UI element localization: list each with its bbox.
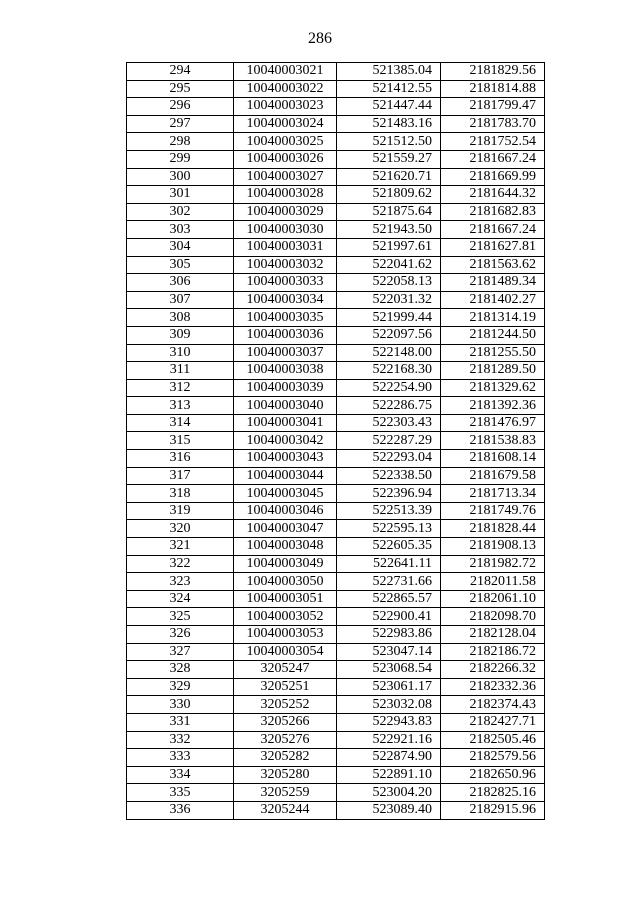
point-number-cell: 331 bbox=[127, 713, 234, 731]
point-code-cell: 10040003039 bbox=[234, 379, 337, 397]
point-code-cell: 3205259 bbox=[234, 784, 337, 802]
x-coordinate-cell: 522943.83 bbox=[337, 713, 441, 731]
page-number: 286 bbox=[308, 30, 332, 47]
point-code-cell: 10040003044 bbox=[234, 467, 337, 485]
y-coordinate-cell: 2181799.47 bbox=[441, 98, 545, 116]
table-row bbox=[127, 326, 545, 344]
y-coordinate-cell: 2182061.10 bbox=[441, 590, 545, 608]
table-row bbox=[127, 256, 545, 274]
point-code-cell: 10040003024 bbox=[234, 115, 337, 133]
x-coordinate-cell: 522303.43 bbox=[337, 414, 441, 432]
y-coordinate-cell: 2181829.56 bbox=[441, 63, 545, 81]
point-code-cell: 3205247 bbox=[234, 661, 337, 679]
point-number-cell: 316 bbox=[127, 450, 234, 468]
point-number-cell: 309 bbox=[127, 326, 234, 344]
y-coordinate-cell: 2182825.16 bbox=[441, 784, 545, 802]
y-coordinate-cell: 2181713.34 bbox=[441, 485, 545, 503]
x-coordinate-cell: 522891.10 bbox=[337, 766, 441, 784]
point-code-cell: 10040003042 bbox=[234, 432, 337, 450]
table-row bbox=[127, 344, 545, 362]
y-coordinate-cell: 2181608.14 bbox=[441, 450, 545, 468]
point-code-cell: 10040003041 bbox=[234, 414, 337, 432]
point-number-cell: 295 bbox=[127, 80, 234, 98]
x-coordinate-cell: 523068.54 bbox=[337, 661, 441, 679]
point-number-cell: 329 bbox=[127, 678, 234, 696]
table-row bbox=[127, 221, 545, 239]
point-number-cell: 313 bbox=[127, 397, 234, 415]
coordinates-table bbox=[126, 62, 545, 820]
point-number-cell: 315 bbox=[127, 432, 234, 450]
x-coordinate-cell: 521447.44 bbox=[337, 98, 441, 116]
point-number-cell: 317 bbox=[127, 467, 234, 485]
point-number-cell: 323 bbox=[127, 573, 234, 591]
point-code-cell: 10040003030 bbox=[234, 221, 337, 239]
table-row bbox=[127, 467, 545, 485]
y-coordinate-cell: 2181982.72 bbox=[441, 555, 545, 573]
table-row bbox=[127, 626, 545, 644]
point-code-cell: 10040003032 bbox=[234, 256, 337, 274]
point-code-cell: 3205280 bbox=[234, 766, 337, 784]
y-coordinate-cell: 2182011.58 bbox=[441, 573, 545, 591]
table-row bbox=[127, 538, 545, 556]
y-coordinate-cell: 2181329.62 bbox=[441, 379, 545, 397]
table-row bbox=[127, 379, 545, 397]
point-code-cell: 3205252 bbox=[234, 696, 337, 714]
table-row bbox=[127, 168, 545, 186]
point-number-cell: 302 bbox=[127, 203, 234, 221]
point-code-cell: 10040003047 bbox=[234, 520, 337, 538]
point-code-cell: 3205282 bbox=[234, 749, 337, 767]
y-coordinate-cell: 2181627.81 bbox=[441, 238, 545, 256]
x-coordinate-cell: 523004.20 bbox=[337, 784, 441, 802]
y-coordinate-cell: 2182266.32 bbox=[441, 661, 545, 679]
y-coordinate-cell: 2182098.70 bbox=[441, 608, 545, 626]
point-number-cell: 314 bbox=[127, 414, 234, 432]
point-number-cell: 333 bbox=[127, 749, 234, 767]
point-code-cell: 10040003037 bbox=[234, 344, 337, 362]
y-coordinate-cell: 2181667.24 bbox=[441, 221, 545, 239]
table-row bbox=[127, 450, 545, 468]
y-coordinate-cell: 2181667.24 bbox=[441, 150, 545, 168]
y-coordinate-cell: 2181563.62 bbox=[441, 256, 545, 274]
table-row bbox=[127, 291, 545, 309]
point-code-cell: 3205276 bbox=[234, 731, 337, 749]
point-number-cell: 319 bbox=[127, 502, 234, 520]
point-number-cell: 332 bbox=[127, 731, 234, 749]
point-number-cell: 311 bbox=[127, 362, 234, 380]
x-coordinate-cell: 522338.50 bbox=[337, 467, 441, 485]
x-coordinate-cell: 522041.62 bbox=[337, 256, 441, 274]
x-coordinate-cell: 522731.66 bbox=[337, 573, 441, 591]
point-number-cell: 304 bbox=[127, 238, 234, 256]
y-coordinate-cell: 2181828.44 bbox=[441, 520, 545, 538]
table-row bbox=[127, 643, 545, 661]
x-coordinate-cell: 521559.27 bbox=[337, 150, 441, 168]
x-coordinate-cell: 522595.13 bbox=[337, 520, 441, 538]
x-coordinate-cell: 522900.41 bbox=[337, 608, 441, 626]
point-number-cell: 322 bbox=[127, 555, 234, 573]
x-coordinate-cell: 521943.50 bbox=[337, 221, 441, 239]
point-number-cell: 300 bbox=[127, 168, 234, 186]
table-row bbox=[127, 115, 545, 133]
table-row bbox=[127, 713, 545, 731]
x-coordinate-cell: 523089.40 bbox=[337, 801, 441, 819]
point-number-cell: 336 bbox=[127, 801, 234, 819]
point-number-cell: 301 bbox=[127, 186, 234, 204]
y-coordinate-cell: 2181289.50 bbox=[441, 362, 545, 380]
table-row bbox=[127, 801, 545, 819]
x-coordinate-cell: 522287.29 bbox=[337, 432, 441, 450]
point-code-cell: 10040003033 bbox=[234, 274, 337, 292]
x-coordinate-cell: 522513.39 bbox=[337, 502, 441, 520]
table-row bbox=[127, 186, 545, 204]
y-coordinate-cell: 2182579.56 bbox=[441, 749, 545, 767]
y-coordinate-cell: 2181783.70 bbox=[441, 115, 545, 133]
y-coordinate-cell: 2181908.13 bbox=[441, 538, 545, 556]
point-number-cell: 298 bbox=[127, 133, 234, 151]
x-coordinate-cell: 522031.32 bbox=[337, 291, 441, 309]
point-code-cell: 10040003022 bbox=[234, 80, 337, 98]
table-row bbox=[127, 274, 545, 292]
x-coordinate-cell: 521512.50 bbox=[337, 133, 441, 151]
table-row bbox=[127, 784, 545, 802]
point-code-cell: 10040003048 bbox=[234, 538, 337, 556]
x-coordinate-cell: 523032.08 bbox=[337, 696, 441, 714]
table-row bbox=[127, 80, 545, 98]
x-coordinate-cell: 522605.35 bbox=[337, 538, 441, 556]
y-coordinate-cell: 2181392.36 bbox=[441, 397, 545, 415]
x-coordinate-cell: 522641.11 bbox=[337, 555, 441, 573]
point-code-cell: 10040003038 bbox=[234, 362, 337, 380]
table-row bbox=[127, 485, 545, 503]
table-row bbox=[127, 766, 545, 784]
table-row bbox=[127, 749, 545, 767]
point-number-cell: 312 bbox=[127, 379, 234, 397]
y-coordinate-cell: 2181255.50 bbox=[441, 344, 545, 362]
table-row bbox=[127, 590, 545, 608]
x-coordinate-cell: 522865.57 bbox=[337, 590, 441, 608]
x-coordinate-cell: 522293.04 bbox=[337, 450, 441, 468]
point-number-cell: 326 bbox=[127, 626, 234, 644]
y-coordinate-cell: 2182186.72 bbox=[441, 643, 545, 661]
table-row bbox=[127, 502, 545, 520]
point-code-cell: 3205266 bbox=[234, 713, 337, 731]
x-coordinate-cell: 521483.16 bbox=[337, 115, 441, 133]
table-row bbox=[127, 696, 545, 714]
y-coordinate-cell: 2181644.32 bbox=[441, 186, 545, 204]
point-number-cell: 321 bbox=[127, 538, 234, 556]
y-coordinate-cell: 2181489.34 bbox=[441, 274, 545, 292]
x-coordinate-cell: 521809.62 bbox=[337, 186, 441, 204]
point-code-cell: 10040003045 bbox=[234, 485, 337, 503]
y-coordinate-cell: 2181538.83 bbox=[441, 432, 545, 450]
table-row bbox=[127, 203, 545, 221]
point-code-cell: 10040003043 bbox=[234, 450, 337, 468]
point-code-cell: 10040003046 bbox=[234, 502, 337, 520]
point-number-cell: 320 bbox=[127, 520, 234, 538]
point-number-cell: 305 bbox=[127, 256, 234, 274]
y-coordinate-cell: 2182332.36 bbox=[441, 678, 545, 696]
x-coordinate-cell: 522168.30 bbox=[337, 362, 441, 380]
y-coordinate-cell: 2181476.97 bbox=[441, 414, 545, 432]
point-code-cell: 3205251 bbox=[234, 678, 337, 696]
x-coordinate-cell: 522097.56 bbox=[337, 326, 441, 344]
x-coordinate-cell: 522921.16 bbox=[337, 731, 441, 749]
y-coordinate-cell: 2182374.43 bbox=[441, 696, 545, 714]
x-coordinate-cell: 521620.71 bbox=[337, 168, 441, 186]
y-coordinate-cell: 2182650.96 bbox=[441, 766, 545, 784]
table-body bbox=[127, 63, 545, 820]
y-coordinate-cell: 2181402.27 bbox=[441, 291, 545, 309]
point-number-cell: 324 bbox=[127, 590, 234, 608]
table-row bbox=[127, 555, 545, 573]
point-code-cell: 10040003031 bbox=[234, 238, 337, 256]
x-coordinate-cell: 522058.13 bbox=[337, 274, 441, 292]
point-code-cell: 10040003052 bbox=[234, 608, 337, 626]
table-row bbox=[127, 520, 545, 538]
y-coordinate-cell: 2181682.83 bbox=[441, 203, 545, 221]
point-number-cell: 299 bbox=[127, 150, 234, 168]
table-row bbox=[127, 98, 545, 116]
point-number-cell: 330 bbox=[127, 696, 234, 714]
x-coordinate-cell: 523047.14 bbox=[337, 643, 441, 661]
point-number-cell: 296 bbox=[127, 98, 234, 116]
x-coordinate-cell: 521412.55 bbox=[337, 80, 441, 98]
point-code-cell: 10040003035 bbox=[234, 309, 337, 327]
x-coordinate-cell: 521999.44 bbox=[337, 309, 441, 327]
x-coordinate-cell: 522983.86 bbox=[337, 626, 441, 644]
x-coordinate-cell: 523061.17 bbox=[337, 678, 441, 696]
point-code-cell: 10040003027 bbox=[234, 168, 337, 186]
point-code-cell: 3205244 bbox=[234, 801, 337, 819]
point-code-cell: 10040003034 bbox=[234, 291, 337, 309]
point-code-cell: 10040003029 bbox=[234, 203, 337, 221]
point-number-cell: 334 bbox=[127, 766, 234, 784]
table-row bbox=[127, 397, 545, 415]
table-row bbox=[127, 133, 545, 151]
point-number-cell: 294 bbox=[127, 63, 234, 81]
point-code-cell: 10040003025 bbox=[234, 133, 337, 151]
x-coordinate-cell: 522396.94 bbox=[337, 485, 441, 503]
x-coordinate-cell: 522874.90 bbox=[337, 749, 441, 767]
point-number-cell: 318 bbox=[127, 485, 234, 503]
point-number-cell: 310 bbox=[127, 344, 234, 362]
x-coordinate-cell: 521875.64 bbox=[337, 203, 441, 221]
point-number-cell: 335 bbox=[127, 784, 234, 802]
table-row bbox=[127, 573, 545, 591]
y-coordinate-cell: 2181244.50 bbox=[441, 326, 545, 344]
point-number-cell: 303 bbox=[127, 221, 234, 239]
point-number-cell: 325 bbox=[127, 608, 234, 626]
point-code-cell: 10040003021 bbox=[234, 63, 337, 81]
point-code-cell: 10040003051 bbox=[234, 590, 337, 608]
point-code-cell: 10040003040 bbox=[234, 397, 337, 415]
table-row bbox=[127, 63, 545, 81]
y-coordinate-cell: 2181314.19 bbox=[441, 309, 545, 327]
table-row bbox=[127, 414, 545, 432]
table-row bbox=[127, 678, 545, 696]
point-number-cell: 307 bbox=[127, 291, 234, 309]
point-number-cell: 297 bbox=[127, 115, 234, 133]
point-code-cell: 10040003054 bbox=[234, 643, 337, 661]
point-number-cell: 308 bbox=[127, 309, 234, 327]
table-row bbox=[127, 661, 545, 679]
table-row bbox=[127, 432, 545, 450]
point-number-cell: 327 bbox=[127, 643, 234, 661]
x-coordinate-cell: 521997.61 bbox=[337, 238, 441, 256]
point-code-cell: 10040003036 bbox=[234, 326, 337, 344]
y-coordinate-cell: 2182128.04 bbox=[441, 626, 545, 644]
y-coordinate-cell: 2181814.88 bbox=[441, 80, 545, 98]
y-coordinate-cell: 2181679.58 bbox=[441, 467, 545, 485]
point-number-cell: 328 bbox=[127, 661, 234, 679]
point-code-cell: 10040003050 bbox=[234, 573, 337, 591]
table-row bbox=[127, 150, 545, 168]
point-code-cell: 10040003053 bbox=[234, 626, 337, 644]
y-coordinate-cell: 2182427.71 bbox=[441, 713, 545, 731]
table-row bbox=[127, 309, 545, 327]
x-coordinate-cell: 521385.04 bbox=[337, 63, 441, 81]
y-coordinate-cell: 2182915.96 bbox=[441, 801, 545, 819]
table-row bbox=[127, 608, 545, 626]
table-row bbox=[127, 731, 545, 749]
table-row bbox=[127, 238, 545, 256]
y-coordinate-cell: 2181749.76 bbox=[441, 502, 545, 520]
table-row bbox=[127, 362, 545, 380]
point-code-cell: 10040003026 bbox=[234, 150, 337, 168]
x-coordinate-cell: 522254.90 bbox=[337, 379, 441, 397]
point-code-cell: 10040003023 bbox=[234, 98, 337, 116]
point-code-cell: 10040003049 bbox=[234, 555, 337, 573]
point-number-cell: 306 bbox=[127, 274, 234, 292]
x-coordinate-cell: 522286.75 bbox=[337, 397, 441, 415]
x-coordinate-cell: 522148.00 bbox=[337, 344, 441, 362]
y-coordinate-cell: 2181752.54 bbox=[441, 133, 545, 151]
y-coordinate-cell: 2182505.46 bbox=[441, 731, 545, 749]
point-code-cell: 10040003028 bbox=[234, 186, 337, 204]
y-coordinate-cell: 2181669.99 bbox=[441, 168, 545, 186]
